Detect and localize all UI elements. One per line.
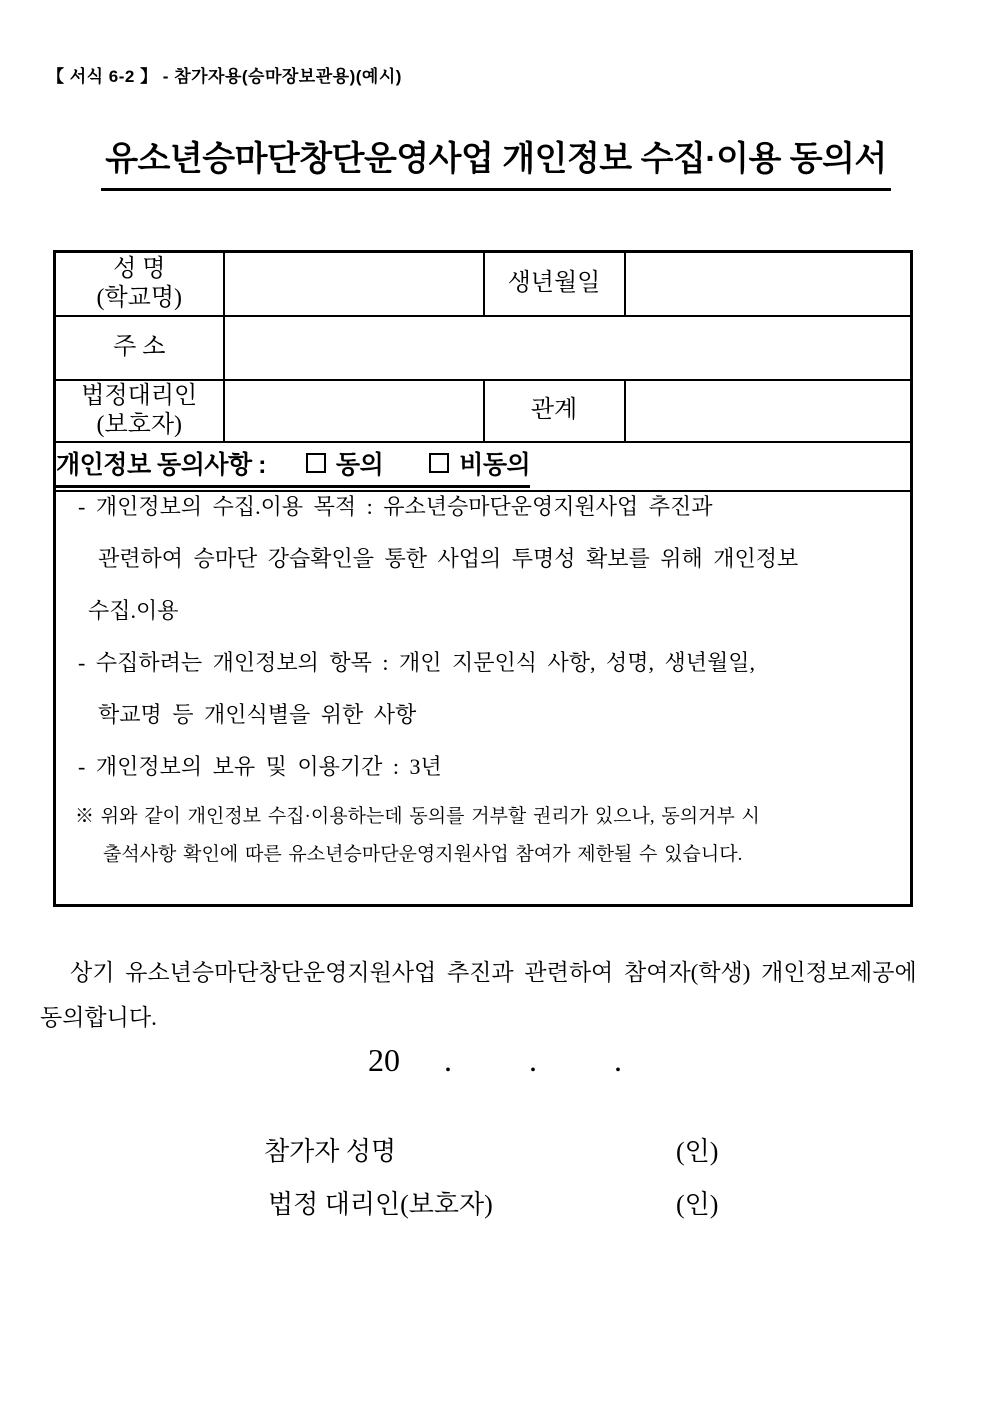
notice-line: - 개인정보의 수집.이용 목적 : 유소년승마단운영지원사업 추진과: [78, 493, 713, 519]
privacy-notice: [55, 491, 912, 906]
notice-line: 관련하여 승마단 강습확인을 통한 사업의 투명성 확보를 위해 개인정보: [98, 545, 799, 571]
date-dot: .: [529, 1042, 537, 1078]
disagree-checkbox[interactable]: [429, 453, 449, 473]
table-row-consent: [55, 442, 912, 491]
form-code-label: 【 서식 6-2 】 - 참가자용(승마장보관용)(예시): [47, 67, 402, 86]
participant-seal-mark: (인): [676, 1137, 719, 1166]
date-dot: .: [444, 1042, 452, 1078]
consent-choice-row: [55, 442, 912, 491]
guardian-label-line2: (보호자): [96, 411, 183, 438]
name-label-line1: 성 명: [113, 255, 166, 282]
notice-line: 학교명 등 개인식별을 위한 사항: [98, 701, 417, 727]
title-row: [0, 131, 992, 191]
guardian-label: [55, 380, 224, 442]
personal-info-table: [53, 250, 913, 907]
date-line: [368, 1042, 622, 1079]
agree-checkbox[interactable]: [306, 453, 326, 473]
birthdate-label: 생년월일: [484, 252, 625, 316]
name-label-line2: (학교명): [96, 284, 183, 311]
address-input-cell[interactable]: [224, 316, 912, 380]
relation-input-cell[interactable]: [625, 380, 912, 442]
notice-line: - 수집하려는 개인정보의 항목 : 개인 지문인식 사항, 성명, 생년월일,: [78, 649, 755, 675]
name-label: [55, 252, 224, 316]
agreement-line2: 동의합니다.: [40, 1005, 157, 1030]
table-row-guardian: [55, 380, 912, 442]
notice-line: 수집.이용: [88, 597, 179, 623]
table-row-address: [55, 316, 912, 380]
name-input-cell[interactable]: [224, 252, 484, 316]
notice-footnote-line: 출석사항 확인에 따른 유소년승마단운영지원사업 참여가 제한될 수 있습니다.: [103, 843, 743, 865]
consent-choice-inner: [56, 445, 530, 488]
disagree-label: 비동의: [459, 450, 531, 479]
agreement-line1: 상기 유소년승마단창단운영지원사업 추진과 관련하여 참여자(학생) 개인정보제공에: [70, 960, 917, 985]
date-year-prefix: 20: [368, 1042, 400, 1078]
agree-label: 동의: [335, 450, 384, 479]
relation-label: 관계: [484, 380, 625, 442]
page-title: 유소년승마단창단운영사업 개인정보 수집·이용 동의서: [101, 131, 891, 191]
date-dot: .: [614, 1042, 622, 1078]
guardian-signature-label: 법정 대리인(보호자): [268, 1190, 493, 1219]
notice-footnote-line: ※ 위와 같이 개인정보 수집·이용하는데 동의를 거부할 권리가 있으나, 동의거부 시: [75, 805, 760, 827]
guardian-input-cell[interactable]: [224, 380, 484, 442]
notice-line: - 개인정보의 보유 및 이용기간 : 3년: [78, 753, 442, 779]
table-row-notice: [55, 491, 912, 906]
address-label: 주 소: [55, 316, 224, 380]
guardian-seal-mark: (인): [676, 1190, 719, 1219]
agreement-paragraph: [40, 950, 952, 1040]
participant-signature-label: 참가자 성명: [264, 1137, 397, 1166]
table-row-name: [55, 252, 912, 316]
guardian-label-line1: 법정대리인: [81, 382, 198, 409]
consent-section-label: 개인정보 동의사항 :: [56, 450, 266, 479]
birthdate-input-cell[interactable]: [625, 252, 912, 316]
